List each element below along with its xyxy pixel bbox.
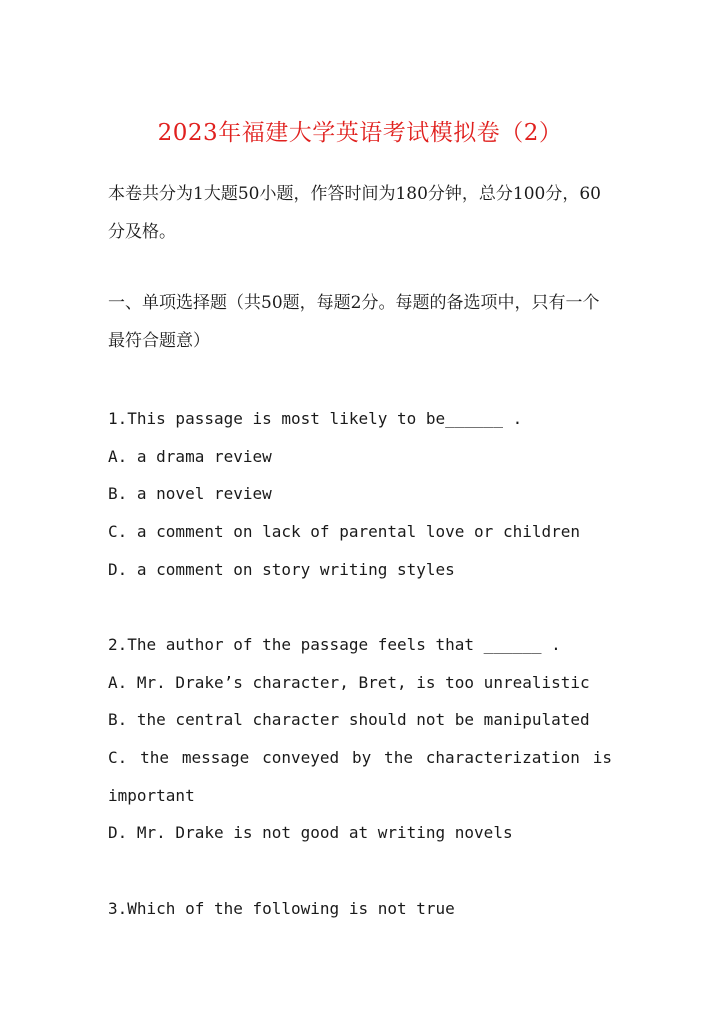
question-3-stem: 3.Which of the following is not true: [108, 899, 455, 918]
question-1-option-a: A. a drama review: [108, 447, 272, 466]
question-1-option-c: C. a comment on lack of parental love or children: [108, 522, 581, 541]
section-heading: 一、单项选择题（共50题，每题2分。每题的备选项中，只有一个最符合题意）: [108, 293, 600, 351]
question-2-option-b: B. the central character should not be manipulated: [108, 710, 590, 729]
question-2-option-d: D. Mr. Drake is not good at writing novels: [108, 823, 513, 842]
question-1-stem: 1.This passage is most likely to be______ .: [108, 409, 523, 428]
page-title: 2023年福建大学英语考试模拟卷（2）: [157, 120, 563, 146]
question-2-stem: 2.The author of the passage feels that ______ .: [108, 635, 561, 654]
question-1-option-d: D. a comment on story writing styles: [108, 560, 455, 579]
question-2-option-c-continued: important: [108, 786, 195, 805]
question-2-option-c: C. the message conveyed by the characterization is: [108, 748, 612, 767]
intro-paragraph: 本卷共分为1大题50小题，作答时间为180分钟，总分100分，60分及格。: [108, 184, 601, 242]
question-1-option-b: B. a novel review: [108, 484, 272, 503]
question-2-option-a: A. Mr. Drake’s character, Bret, is too unrealistic: [108, 673, 590, 692]
